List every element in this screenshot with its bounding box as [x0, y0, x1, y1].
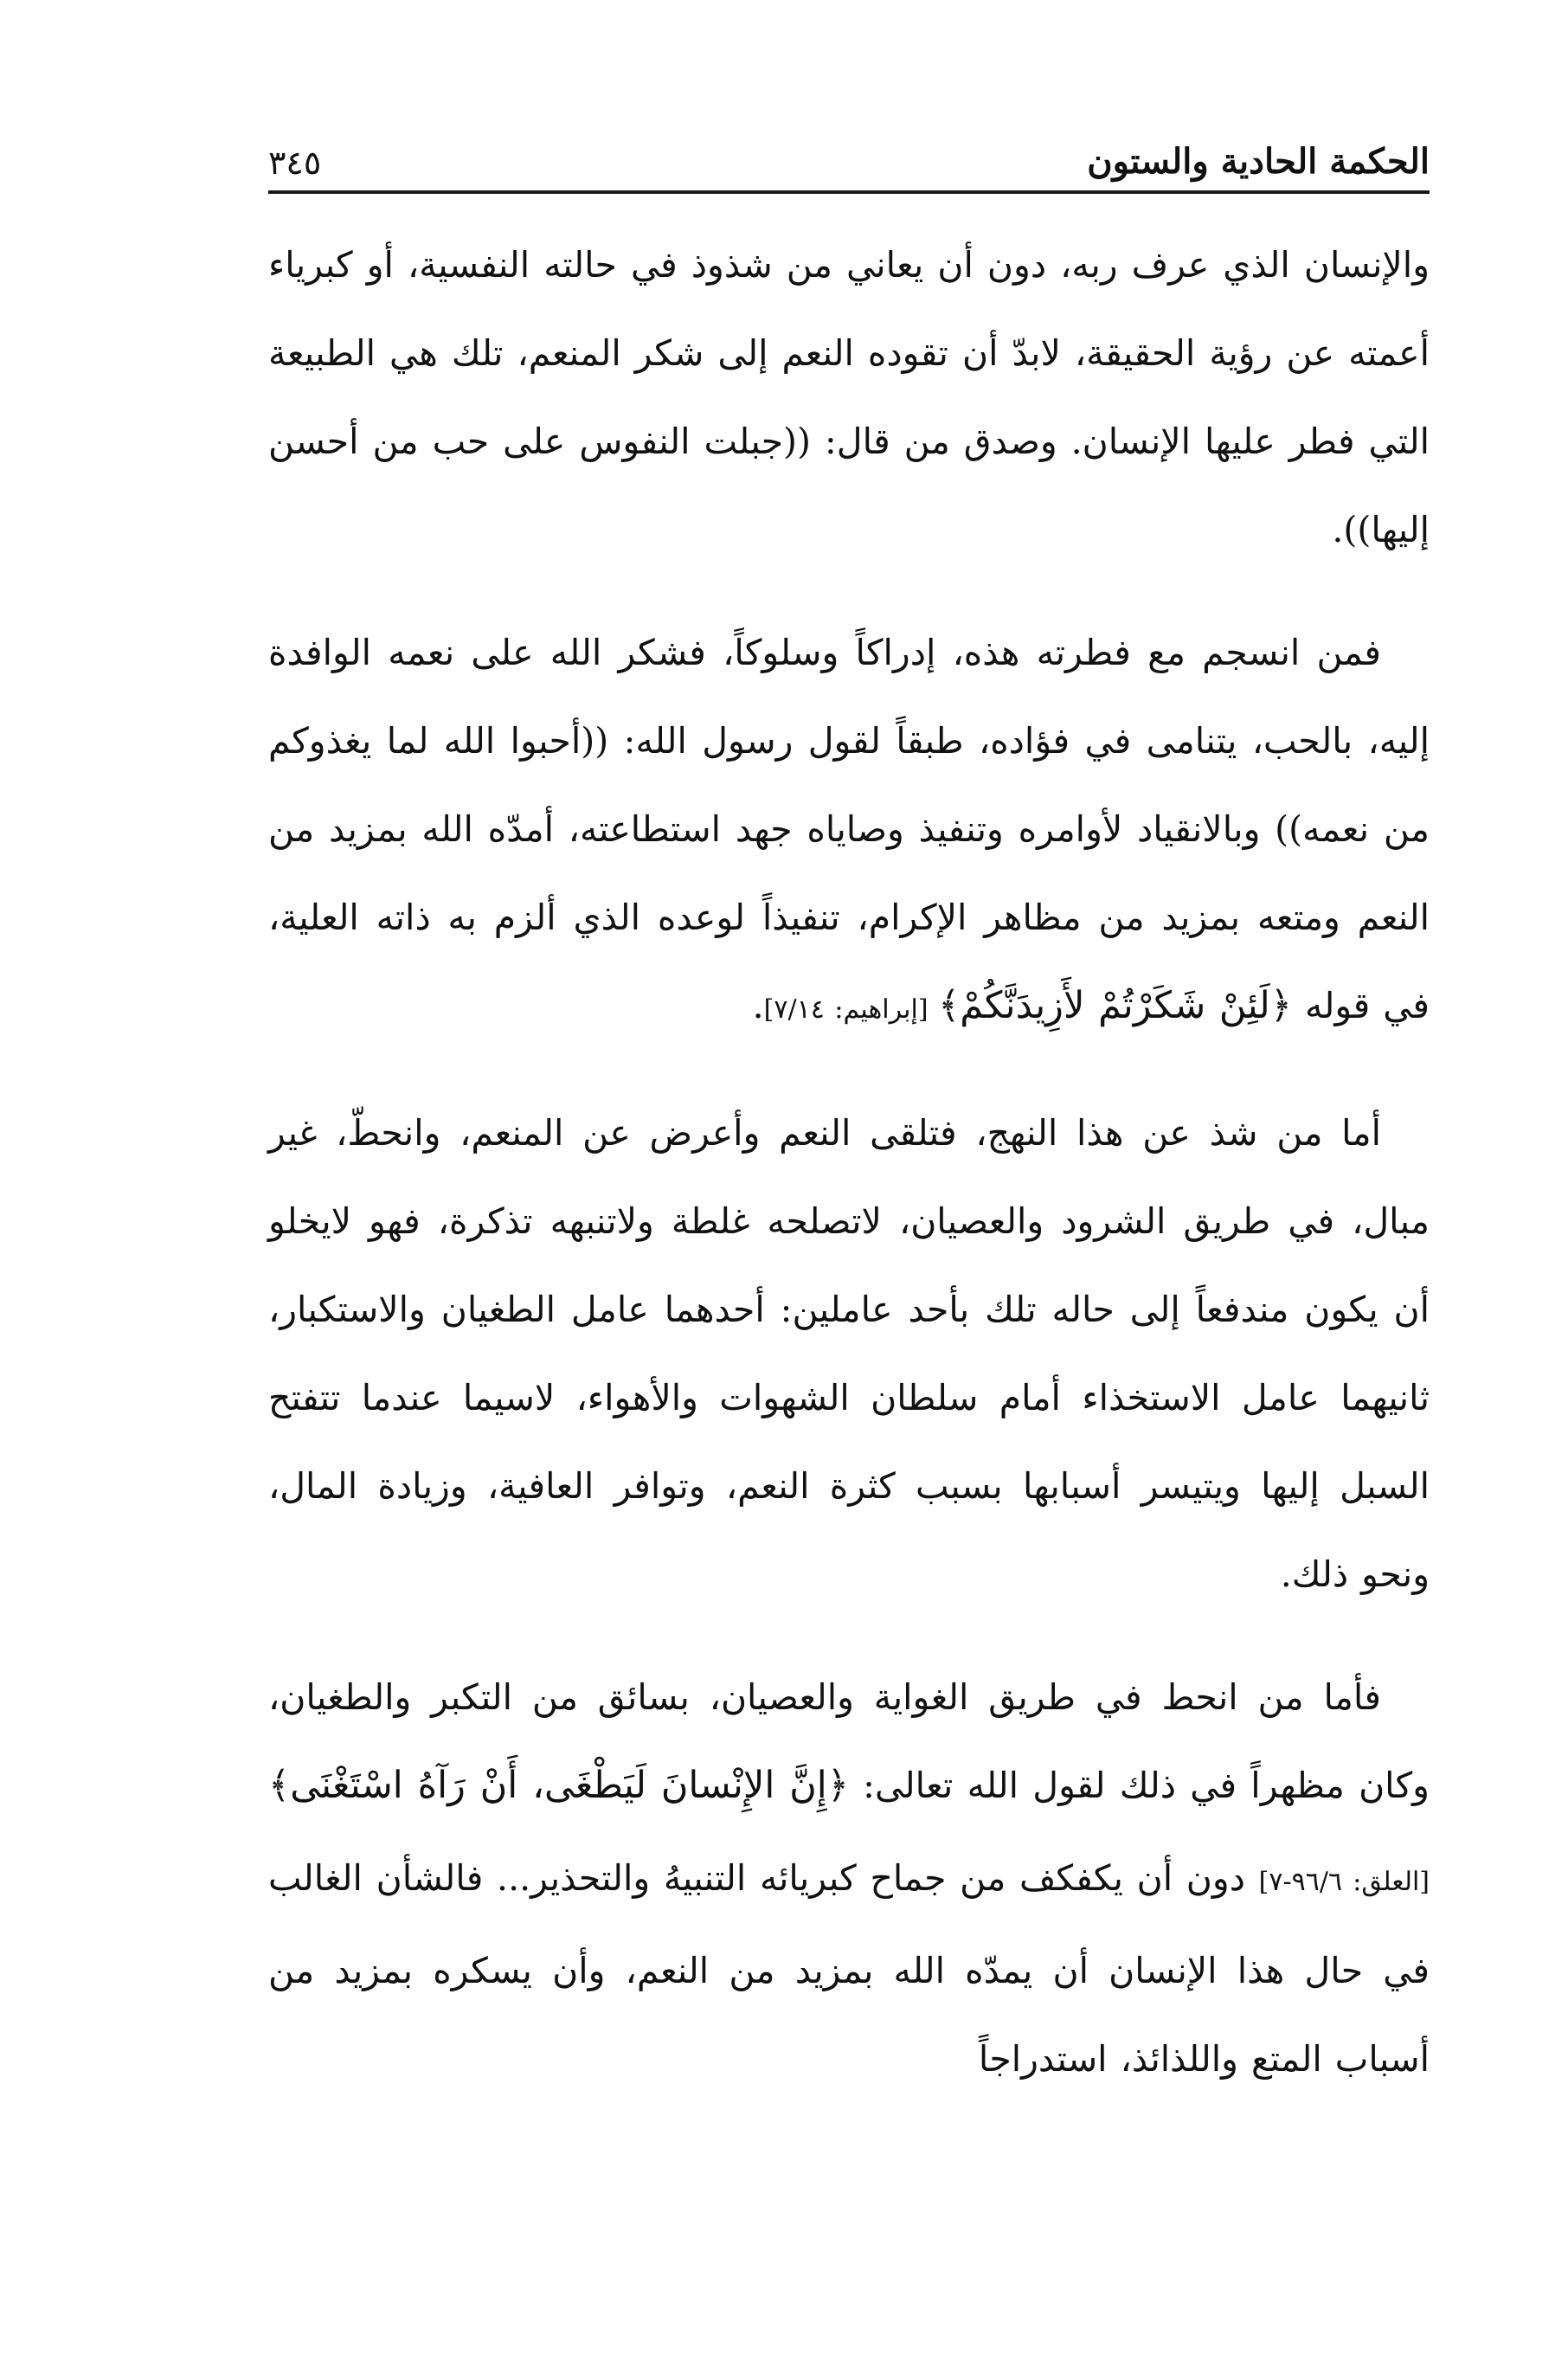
running-header [268, 113, 1430, 194]
paragraph-text: فأما من انحط في طريق الغواية والعصيان، بسائق من التكبر والطغيان، وكان مظهراً في ذلك لقول الله تعالى: [268, 1676, 1430, 1806]
paragraph-text: أما من شذ عن هذا النهج، فتلقى النعم وأعرض عن المنعم، وانحطّ، غير مبال، في طريق الشرود والعصيان، لاتصلحه غلطة ولاتنبهه تذكرة، فهو لايخلو أن يكون مندفعاً إلى حاله تلك بأحد عاملين: أحدهما عامل الطغيان والاستكبار، ثانيهما عامل الاستخذاء أمام سلطان الشهوات والأهواء، لاسيما عندما تتفتح السبل إليها ويتيسر أسبابها بسبب كثرة النعم، وتوافر العافية، وزيادة المال، ونحو ذلك. [268, 1112, 1430, 1595]
chapter-title: الحكمة الحادية والستون [1087, 141, 1430, 182]
paragraph-4 [268, 1653, 1430, 2103]
paragraph-text-end: دون أن يكفكف من جماح كبريائه التنبيهُ والتحذير... فالشأن الغالب في حال هذا الإنسان أن يمدّه الله بمزيد من النعم، وأن يسكره بمزيد من أسباب المتع واللذائذ، استدراجاً [268, 1857, 1430, 2080]
quran-verse: ﴿إِنَّ الإِنْسانَ لَيَطْغَى، أَنْ رَآهُ اسْتَغْنَى﴾ [268, 1764, 849, 1807]
verse-citation: [العلق: ٩٦/٦-٧] [1258, 1867, 1430, 1897]
paragraph-1 [268, 221, 1430, 574]
paragraph-text-end: . [752, 985, 764, 1026]
paragraph-text: فمن انسجم مع فطرته هذه، إدراكاً وسلوكاً، فشكر الله على نعمه الوافدة إليه، بالحب، يتنامى في فؤاده، طبقاً لقول رسول الله: ((أحبوا الله لما يغذوكم من نعمه)) وبالانقياد لأوامره وتنفيذ وصاياه جهد استطاعته، أمدّه الله بمزيد من النعم ومتعه بمزيد من مظاهر الإكرام، تنفيذاً لوعده الذي ألزم به ذاته العلية، في قوله [268, 632, 1430, 1026]
quran-verse: ﴿لَئِنْ شَكَرْتُمْ لأَزِيدَنَّكُمْ﴾ [938, 984, 1292, 1027]
verse-citation: [إبراهيم: ٧/١٤] [763, 994, 939, 1025]
page-number: ٣٤٥ [268, 144, 322, 182]
paragraph-3 [268, 1089, 1430, 1618]
paragraph-text: والإنسان الذي عرف ربه، دون أن يعاني من شذوذ في حالته النفسية، أو كبرياء أعمته عن رؤية الحقيقة، لابدّ أن تقوده النعم إلى شكر المنعم، تلك هي الطبيعة التي فطر عليها الإنسان. وصدق من قال: ((جبلت النفوس على حب من أحسن إليها)). [268, 244, 1430, 550]
paragraph-2 [268, 608, 1430, 1054]
body-text [268, 221, 1430, 2138]
